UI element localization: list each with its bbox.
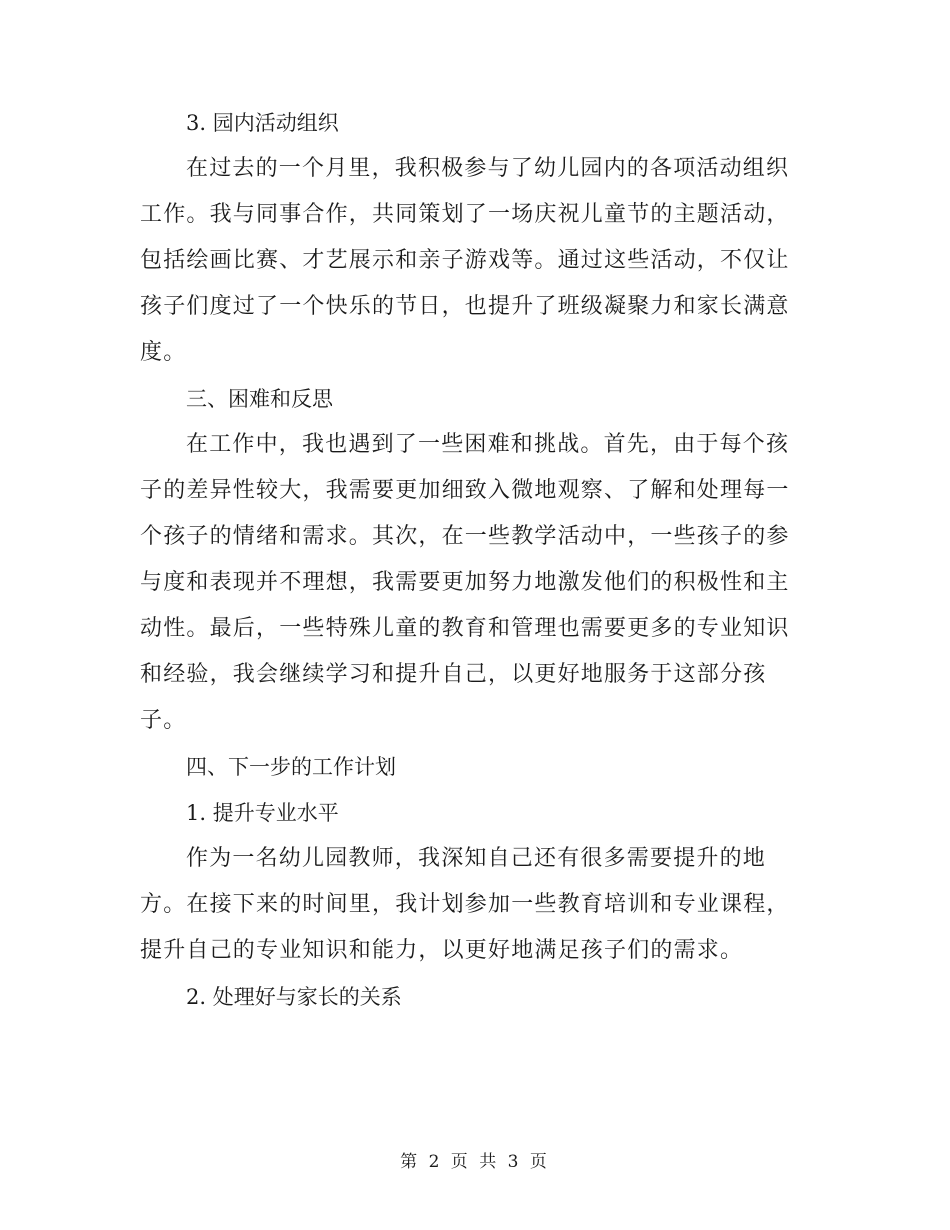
paragraph-activities: 在过去的一个月里，我积极参与了幼儿园内的各项活动组织工作。我与同事合作，共同策划了一场庆祝儿童节的主题活动，包括绘画比赛、才艺展示和亲子游戏等。通过这些活动，不仅让孩子们度过了一个快乐的节日，也提升了班级凝聚力和家长满意度。 (140, 156, 790, 365)
section-heading-next-plan: 四、下一步的工作计划 (186, 755, 396, 779)
page-number-footer: 第 2 页 共 3 页 (400, 1152, 550, 1172)
document-body (140, 100, 810, 1020)
paragraph-professional-level: 作为一名幼儿园教师，我深知自己还有很多需要提升的地方。在接下来的时间里，我计划参加一些教育培训和专业课程，提升自己的专业知识和能力，以更好地满足孩子们的需求。 (140, 846, 790, 963)
section-heading-difficulties: 三、困难和反思 (186, 387, 333, 411)
subheading-professional-level: 1. 提升专业水平 (186, 801, 339, 825)
section-heading-activities: 3. 园内活动组织 (186, 111, 339, 135)
paragraph-difficulties: 在工作中，我也遇到了一些困难和挑战。首先，由于每个孩子的差异性较大，我需要更加细致入微地观察、了解和处理每一个孩子的情绪和需求。其次，在一些教学活动中，一些孩子的参与度和表现并不理想，我需要更加努力地激发他们的积极性和主动性。最后，一些特殊儿童的教育和管理也需要更多的专业知识和经验，我会继续学习和提升自己，以更好地服务于这部分孩子。 (140, 432, 790, 733)
subheading-parent-relations: 2. 处理好与家长的关系 (186, 985, 402, 1009)
